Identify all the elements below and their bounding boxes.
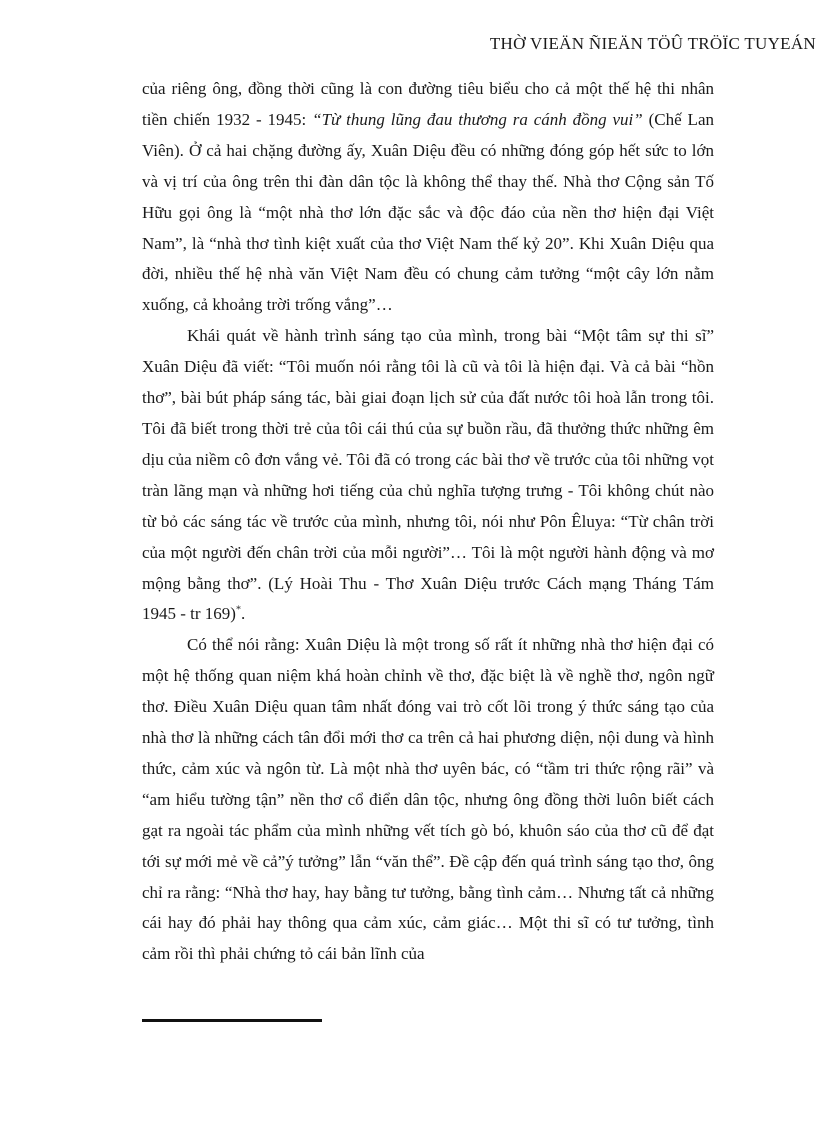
footnote-marker[interactable]: * (235, 604, 241, 616)
paragraph (142, 74, 714, 321)
footnote-divider (142, 1019, 322, 1022)
quoted-title: “Từ thung lũng đau thương ra cánh đồng vui” (312, 109, 643, 129)
paragraph (142, 630, 714, 970)
paragraph-text: Có thể nói rằng: Xuân Diệu là một trong số rất ít những nhà thơ hiện đại có một hệ thống quan niệm khá hoàn chỉnh về thơ, đặc biệt là về nghề thơ, ngôn ngữ thơ. Điều Xuân Diệu quan tâm nhất đóng vai trò cốt lõi trong ý thức sáng tạo của nhà thơ là những cách tân đổi mới thơ ca trên cả hai phương diện, nội dung và hình thức, cảm xúc và ngôn từ. Là một nhà thơ uyên bác, có “tầm tri thức rộng rãi” và “am hiểu tường tận” nền thơ cổ điển dân tộc, nhưng ông đồng thời luôn biết cách gạt ra ngoài tác phẩm của mình những vết tích gò bó, khuôn sáo của thơ cũ để đạt tới sự mới mẻ về cả”ý tưởng” lẫn “văn thể”. Đề cập đến quá trình sáng tạo thơ, ông chỉ ra rằng: “Nhà thơ hay, hay bằng tư tưởng, bằng tình cảm… Nhưng tất cả những cái hay đó phải hay thông qua cảm xúc, cảm giác… Một thi sĩ có tư tưởng, tình cảm rồi thì phải chứng tỏ cái bản lĩnh của (142, 635, 714, 964)
page-header: THỜ VIEÄN ÑIEÄN TÖÛ TRÖÏC TUYEÁN (489, 34, 816, 53)
paragraph (142, 321, 714, 630)
paragraph-text: của riêng ông, đồng thời cũng là con đường tiêu biểu cho cả một thế hệ thi nhân tiền chiến 1932 - 1945: (142, 79, 714, 129)
paragraph-text: . (240, 604, 246, 624)
paragraph-text: (Chế Lan Viên). Ở cả hai chặng đường ấy, Xuân Diệu đều có những đóng góp hết sức to lớn và vị trí của ông trên thi đàn dân tộc là không thể thay thế. Nhà thơ Cộng sản Tố Hữu gọi ông là “một nhà thơ lớn đặc sắc và độc đáo của nền thơ hiện đại Việt Nam”, là “nhà thơ tình kiệt xuất của thơ Việt Nam thế kỷ 20”. Khi Xuân Diệu qua đời, nhiều thế hệ nhà văn Việt Nam đều có chung cảm tưởng “một cây lớn nằm xuống, cả khoảng trời trống vắng”… (142, 109, 714, 315)
paragraph-text: Khái quát về hành trình sáng tạo của mình, trong bài “Một tâm sự thi sĩ” Xuân Diệu đã viết: “Tôi muốn nói rằng tôi là cũ và tôi là hiện đại. Và cả bài “hồn thơ”, bài bút pháp sáng tác, bài giai đoạn lịch sử của đất nước tôi hoà lẫn trong tôi. Tôi đã biết trong thời trẻ của tôi cái thú của sự buồn rầu, đã thưởng thức những êm dịu của niềm cô đơn vắng vẻ. Tôi đã có trong các bài thơ về trước của tôi những vọt tràn lãng mạn và những hơi tiếng của chủ nghĩa tượng trưng - Tôi không chút nào từ bỏ các sáng tác về trước của mình, nhưng tôi, nói như Pôn Êluya: “Từ chân trời của một người đến chân trời của mỗi người”… Tôi là một người hành động và mơ mộng bằng thơ”. (Lý Hoài Thu - Thơ Xuân Diệu trước Cách mạng Tháng Tám 1945 - tr 169) (142, 326, 714, 624)
body-text (142, 74, 714, 970)
